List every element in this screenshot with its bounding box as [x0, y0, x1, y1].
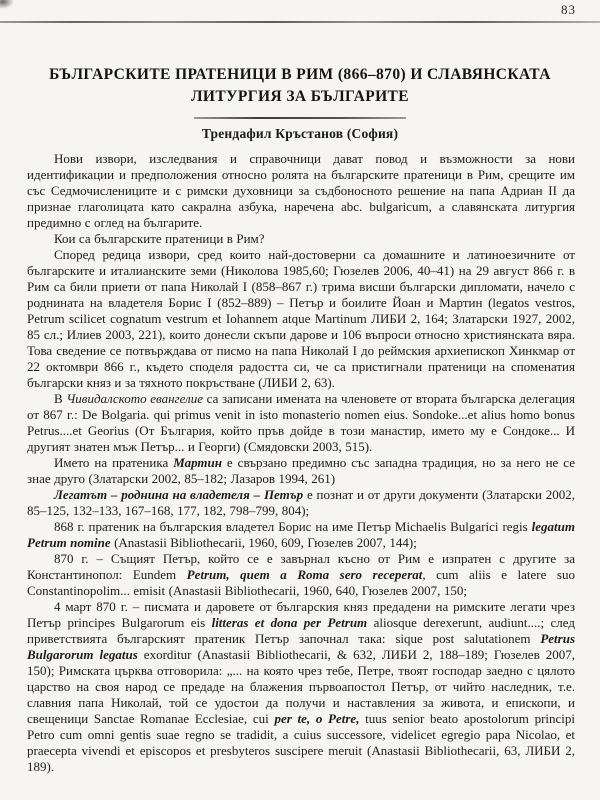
paragraph [27, 455, 575, 487]
text-run: Нови извори, изследвания и справочници дават повод и възможности за нови идентификации и предположения относно ролята на българските пратеници в Рим, срещите им със Седмочислениците и с римски духовници за съдбоносното решение на папа Адриан II да признае глаголицата като сакрална азбука, наречена abc. bulgaricum, а славянската литургия предимно с оглед на българите. [27, 151, 575, 230]
scan-smudge [0, 0, 14, 9]
text-run: per te, o Petre, [274, 711, 360, 726]
paragraph [27, 551, 575, 599]
paragraph [27, 391, 575, 455]
text-run: са записани имената на членовете от втората българска делегация от 867 г.: De Bolgaria. qui primus venit in isto monasterio nomen eius. Sondoke...et alius homo bonus Petrus....et Georius (От България, който пръв дойде в този манастир, името му е Сондоке... И другият знатен мъж Петър... и Георги) (Смядовски 2003, 515). [27, 391, 575, 454]
paragraph [27, 151, 575, 231]
text-run: Според редица извори, сред които най-достоверни са домашните и латиноезичните от българските и италианските земи (Николова 1985,60; Гюзелев 2006, 40–41) на 29 август 866 г. в Рим са били приети от папа Николай I (858–867 г.) трима висши български дипломати, начело с роднината на владетеля Борис I (852–889) – Петър и боилите Йоан и Мартин (legatos vestros, Petrum scilicet cognatum vestrum et Iohannem atque Martinum ЛИБИ 2, 164; Златарски 1927, 2002, 85 сл.; Илиев 2003, 221), които донесли скъпи дарове и 106 въпроси относно християнската вяра. Това сведение се потвърждава от писмо на папа Николай I до реймския архиепископ Хинкмар от 22 октомври 866 г., където споделя радостта си, че са пристигнали пратеници на споменатия български княз и за тяхното покръстване (ЛИБИ 2, 63). [27, 247, 575, 390]
text-run: В [54, 391, 67, 406]
text-run: 4 март 870 г. – писмата и даровете от българския княз предадени на римските легати чрез Петър principes Bulgarorum eis [27, 599, 575, 630]
author-name: Трендафил Кръстанов (София) [201, 125, 399, 141]
text-run: е познат и от други документи (Златарски 2002, 85–125, 132–133, 167–168, 177, 182, 798–799, 804); [27, 487, 576, 518]
text-run: Кои са българските пратеници в Рим? [54, 231, 265, 246]
paragraph [27, 231, 575, 247]
page-number: 83 [561, 2, 576, 17]
text-run: (Anastasii Bibliothecarii, 1960, 609, Гюзелев 2007, 144); [110, 535, 417, 550]
text-run: 870 г. – Същият Петър, който се е завърнал късно от Рим е изпратен с другите за Константинопол: Eundem [27, 551, 575, 582]
text-run: Petrus Bulgarorum legatus [27, 631, 575, 662]
text-run: , cum aliis e latere suo Constantinopolim... emisit (Anastasii Bibliothecarii, 1960, 640, Гюзелев 2007, 150; [27, 567, 575, 598]
text-run: 868 г. пратеник на българския владетел Борис на име Петър Michaelis Bulgarici regis [54, 519, 532, 534]
paragraph [27, 487, 575, 519]
text-run: Легатът – роднина на владетеля – Петър [54, 487, 304, 502]
article-title-line-2: ЛИТУРГИЯ ЗА БЪЛГАРИТЕ [190, 88, 410, 105]
text-run: aliosque derexerunt, audiunt....; след приветствията българският пратеник Петър започнал така: sique post salutationem [27, 615, 575, 646]
title-block [0, 64, 600, 142]
text-run: Мартин [173, 455, 222, 470]
text-run: Името на пратеника [54, 455, 174, 470]
paragraph [27, 519, 575, 551]
text-run: litteras et dona per Petrum [211, 615, 368, 630]
text-run: Petrum, quem a Roma sero receperat [186, 567, 423, 582]
article-body [27, 151, 575, 775]
text-run: Чивидалското евангелие [66, 391, 203, 406]
article-title-line-1: БЪЛГАРСКИТЕ ПРАТЕНИЦИ В РИМ (866–870) И СЛАВЯНСКАТА [49, 66, 551, 83]
paragraph [27, 599, 575, 775]
header-rule [0, 21, 600, 23]
title-separator-rule [194, 117, 406, 119]
text-run: exorditur (Anastasii Bibliothecarii, & 632, ЛИБИ 2, 188–189; Гюзелев 2007, 150); Римската църква отговорила: „... на която чрез тебе, Петре, твоят господар заедно с цялото царство на своя народ се предаде на блажения първоапостол Петър, от чийто наследник, т.е. славния папа Николай, той се удостои да получи и наставления за живота, и епископи, и свещеници Sanctae Romanae Ecclesiae, cui [27, 647, 575, 726]
paragraph [27, 247, 575, 391]
text-run: tuus senior beato apostolorum principi Petro cum omni gentis suae regno se tradidit, a cuius successore, videlicet egregio papa Nicolao, et praecepta vivendi et episcopos et presbyteros suscipere meruit (Anastasii Bibliothecarii, 63, ЛИБИ 2, 189). [27, 711, 575, 774]
text-run: legatum Petrum nomine [27, 519, 575, 550]
text-run: е свързано предимно със западна традиция, но за него не се знае друго (Златарски 2002, 85–182; Лазаров 1994, 261) [27, 455, 575, 486]
